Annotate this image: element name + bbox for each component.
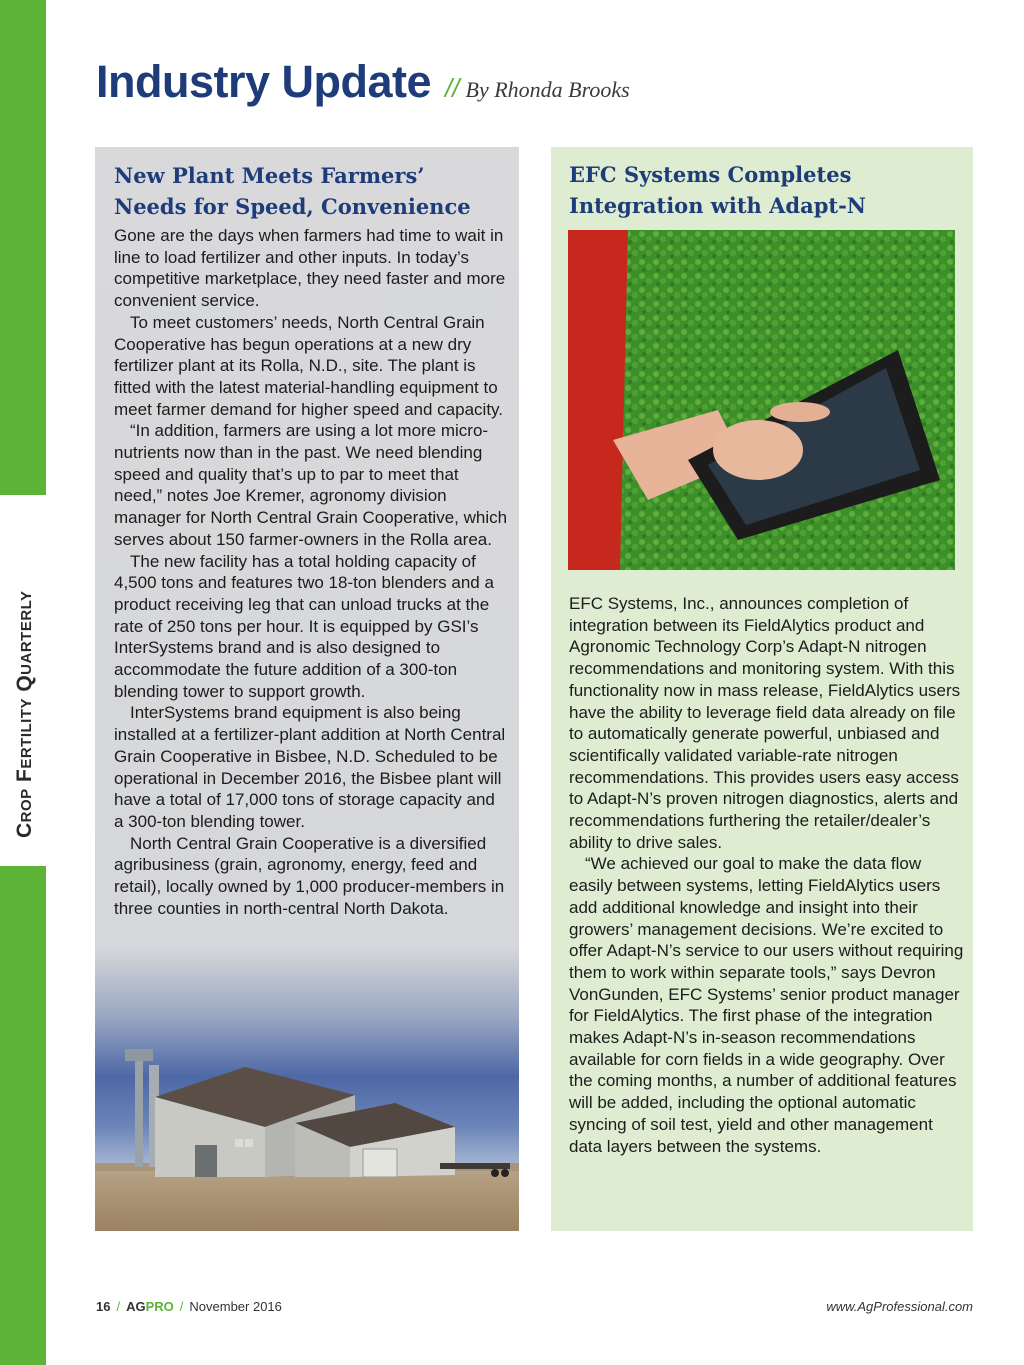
- paragraph: To meet customers’ needs, North Central Grain Cooperative has begun operations at a new dry fertilizer plant at its Rolla, N.D., site. The plant is fitted with the latest material-handling equipment to meet farmer demand for higher speed and capacity.: [114, 312, 504, 419]
- left-article-title: New Plant Meets Farmers’ Needs for Speed, Convenience: [114, 163, 471, 219]
- tablet-field-photo: [568, 230, 955, 570]
- left-article: [95, 147, 519, 1231]
- paragraph: The new facility has a total holding capacity of 4,500 tons and features two 18-ton blenders and a product receiving leg that can unload trucks at the rate of 250 tons per hour. It is equipped by GSI’s InterSystems brand and is also designed to accommodate the future addition of a 300-ton blending tower to support growth.: [114, 551, 494, 701]
- paragraph: EFC Systems, Inc., announces completion of integration between its FieldAlytics product and Agronomic Technology Corp’s Adapt-N nitrogen recommendations and monitoring system. With this functionality now in mass release, FieldAlytics users have the ability to leverage field data already on file to automatically generate powerful, unbiased and scientifically validated variable-rate nitrogen recommendations. This provides users easy access to Adapt-N’s proven nitrogen diagnostics, alerts and recommendations furthering the retailer/dealer’s ability to drive sales.: [569, 594, 961, 852]
- brand-logo: [126, 1299, 174, 1314]
- right-article: [551, 147, 973, 1231]
- website-link[interactable]: www.AgProfessional.com: [826, 1299, 973, 1314]
- left-article-body: [114, 225, 509, 920]
- footer-divider: /: [179, 1299, 184, 1314]
- footer-divider: /: [116, 1299, 121, 1314]
- fertilizer-plant-photo: [95, 1027, 519, 1231]
- edge-strip-bottom: [0, 866, 46, 1365]
- footer-left: [96, 1299, 282, 1314]
- right-article-title: EFC Systems Completes Integration with Adapt-N: [569, 162, 866, 218]
- edge-strip-top: [0, 0, 46, 495]
- brand-pro: PRO: [145, 1299, 174, 1314]
- paragraph: “In addition, farmers are using a lot more micro-nutrients now than in the past. We need blending speed and quality that’s up to par to meet that need,” notes Joe Kremer, agronomy division manager for North Central Grain Cooperative, which serves about 150 farmer-owners in the Rolla area.: [114, 421, 508, 549]
- right-article-body: [569, 593, 964, 1157]
- issue-date: November 2016: [189, 1299, 282, 1314]
- header-separator: //: [445, 73, 460, 103]
- page-title: Industry Update: [96, 56, 432, 107]
- paragraph: InterSystems brand equipment is also being installed at a fertilizer-plant addition at North Central Grain Cooperative in Bisbee, N.D. Scheduled to be operational in December 2016, the Bisbee plant will have a total of 17,000 tons of storage capacity and a 300-ton blending tower.: [114, 703, 506, 831]
- section-label: Crop Fertility Quarterly: [13, 590, 36, 838]
- page-header: [96, 56, 630, 116]
- paragraph: Gone are the days when farmers had time to wait in line to load fertilizer and other inputs. In today’s competitive marketplace, they need faster and more convenient service.: [114, 226, 506, 311]
- paragraph: “We achieved our goal to make the data flow easily between systems, letting FieldAlytics users add additional knowledge and insight into their growers’ management decisions. We’re excited to offer Adapt-N’s service to our users without requiring them to work within separate tools,” says Devron VonGunden, EFC Systems’ senior product manager for FieldAlytics. The first phase of the integration makes Adapt-N’s in-season recommendations available for corn fields in a wide geography. Over the coming months, a number of additional features will be added, including the optional automatic syncing of soil test, yield and other management data layers between the systems.: [569, 854, 964, 1156]
- byline: By Rhonda Brooks: [465, 77, 630, 102]
- brand-ag: AG: [126, 1299, 146, 1314]
- paragraph: North Central Grain Cooperative is a diversified agribusiness (grain, agronomy, energy, feed and retail), locally owned by 1,000 producer-members in three counties in north-central North Dakota.: [114, 833, 505, 918]
- page-number: 16: [96, 1299, 111, 1314]
